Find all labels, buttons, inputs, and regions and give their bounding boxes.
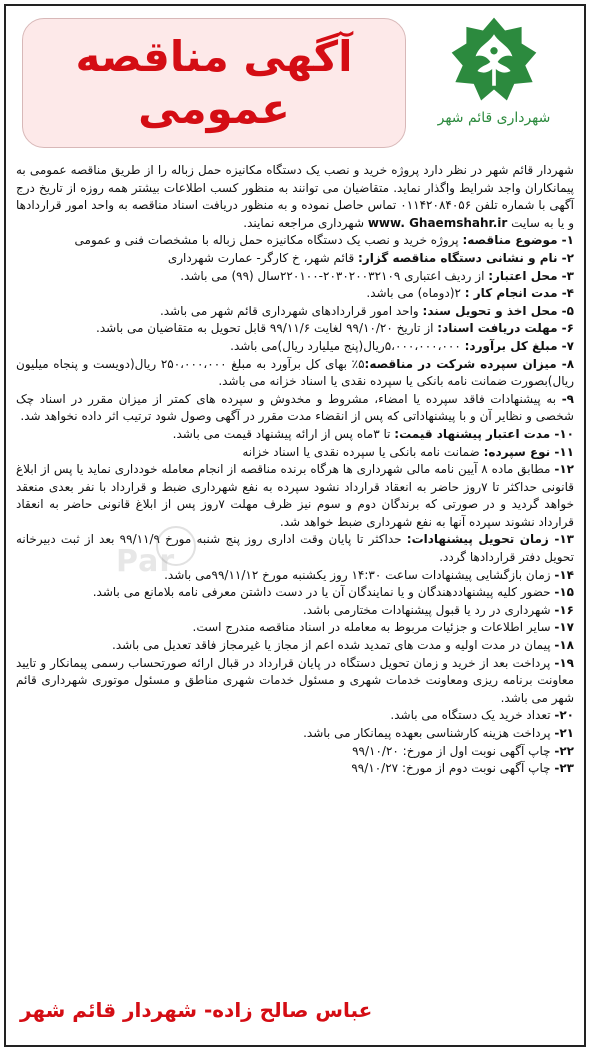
item-text: چاپ آگهی نوبت دوم از مورخ: ۹۹/۱۰/۲۷	[351, 761, 555, 776]
notice-item	[16, 584, 574, 602]
item-label: ۱۵-	[554, 585, 574, 600]
notice-sheet	[4, 4, 586, 1047]
item-label: ۳- محل اعتبار:	[488, 268, 574, 283]
notice-item	[16, 707, 574, 725]
item-text: ۲(دوماه) می باشد.	[366, 286, 465, 301]
item-text: از ردیف اعتباری ۲۰۳۰۲۰۰۳۲۱۰۹-۲۲۰۱۰۰سال (۹۹) می باشد.	[180, 268, 489, 283]
item-label: ۲۳-	[554, 761, 574, 776]
item-label: ۷- مبلغ کل برآورد:	[464, 338, 574, 353]
item-label: ۲۰-	[554, 708, 574, 723]
notice-items	[16, 232, 574, 777]
notice-item	[16, 602, 574, 620]
notice-item	[16, 461, 574, 531]
notice-item	[16, 285, 574, 303]
item-text: زمان بازگشایی پیشنهادات ساعت ۱۴:۳۰ روز یکشنبه مورخ ۹۹/۱۱/۱۲می باشد.	[164, 567, 555, 582]
item-label: ۲۱-	[554, 726, 574, 740]
item-text: از تاریخ ۹۹/۱۰/۲۰ لغایت ۹۹/۱۱/۶ قابل تحویل به متقاضیان می باشد.	[96, 321, 438, 336]
item-text: پرداخت بعد از خرید و زمان تحویل دستگاه در پایان قرارداد در قبال ارائه صورتحساب رسمی پیمانکار و تایید معاونت برنامه ریزی ومعاونت خدمات شهری و مسئول خدمات شهری مناطق و مسئول موتوری شهرداری قائم شهر می باشد.	[16, 655, 574, 705]
item-text: قائم شهر، خ کارگر- عمارت شهرداری	[167, 250, 358, 265]
notice-item	[16, 743, 574, 761]
notice-item	[16, 637, 574, 655]
faint-stamp-mark	[156, 526, 196, 566]
notice-item	[16, 567, 574, 585]
item-text: تعداد خرید یک دستگاه می باشد.	[390, 708, 555, 723]
item-text: مطابق ماده ۸ آیین نامه مالی شهرداری ها هرگاه برنده مناقصه از انجام معامله خودداری نماید یا پس از ابلاغ قانونی حداکثر تا ۷روز حاضر به انعقاد قرارداد نشود سپرده به نفع شهرداری ضبط و قرارداد با نفر بعدی منعقد خواهد گردید و در صورتی که برندگان دوم و سوم نیز ظرف مهلت ۷روز پس از ابلاغ قانونی حاضر به انعقاد قرارداد نشوند سپرده آنها به نفع شهرداری ضبط خواهد شد.	[16, 462, 575, 529]
item-label: ۱۷-	[554, 620, 574, 635]
signature: عباس صالح زاده- شهردار قائم شهر	[20, 998, 373, 1022]
item-text: تا ۳ماه پس از ارائه پیشنهاد قیمت می باشد.	[172, 426, 395, 441]
notice-item	[16, 725, 574, 743]
notice-item	[16, 531, 574, 566]
item-label: ۲۲-	[554, 743, 574, 758]
item-text: به پیشنهادات فاقد سپرده یا امضاء، مشروط و مخدوش و سپرده های کمتر از میزان مقرر در اسناد چک شخصی و نظایر آن و با پیشنهاداتی که پس از انقضاء مدت مقرر در آگهی وصول شود ترتیب اثر داده نخواهد شد.	[16, 391, 574, 424]
notice-item	[16, 232, 574, 250]
title-line-2: عمومی	[138, 84, 290, 133]
item-label: ۱- موضوع مناقصه:	[462, 233, 574, 248]
item-label: ۱۹-	[554, 655, 574, 670]
item-label: ۱۴-	[554, 567, 574, 582]
notice-item	[16, 320, 574, 338]
logo-emblem-icon	[448, 14, 540, 106]
notice-item	[16, 619, 574, 637]
watermark: Par	[116, 544, 176, 579]
item-label: ۵- محل اخذ و تحویل سند:	[422, 303, 574, 318]
item-text: ۵٪ بهای کل برآورد به مبلغ ۲۵۰،۰۰۰،۰۰۰ ریال(دویست و پنجاه میلیون ریال)بصورت ضمانت نامه بانکی یا سپرده نقدی یا اسناد خزانه می باشد.	[16, 356, 574, 389]
item-label: ۸- میزان سپرده شرکت در مناقصه:	[364, 356, 575, 371]
item-text: شهرداری در رد یا قبول پیشنهادات مختارمی باشد.	[302, 602, 555, 617]
item-text: حداکثر تا پایان وقت اداری روز پنج شنبه مورخ ۹۹/۱۱/۹ بعد از ثبت دبیرخانه تحویل دفتر قراردادها گردد.	[16, 532, 574, 565]
notice-item	[16, 338, 574, 356]
notice-item	[16, 303, 574, 321]
item-text: پیمان در مدت اولیه و مدت های تمدید شده اعم از مجاز یا غیرمجاز فاقد تعدیل می باشد.	[112, 638, 555, 653]
item-label: ۹-	[561, 391, 574, 406]
item-label: ۱۶-	[554, 602, 574, 617]
municipality-logo	[414, 14, 574, 148]
notice-item	[16, 760, 574, 778]
item-label: ۱۸-	[554, 638, 574, 653]
item-label: ۴- مدت انجام کار :	[464, 286, 574, 301]
notice-item	[16, 655, 574, 708]
notice-item	[16, 250, 574, 268]
notice-item	[16, 391, 574, 426]
item-label: ۱۰- مدت اعتبار پیشنهاد قیمت:	[394, 426, 574, 441]
notice-item	[16, 356, 574, 391]
item-text: حضور کلیه پیشنهاددهندگان و یا نمایندگان آن یا در دست داشتن معرفی نامه بلامانع می باشد.	[92, 585, 555, 600]
notice-item	[16, 426, 574, 444]
intro-text: شهردار قائم شهر در نظر دارد پروژه خرید و نصب یک دستگاه مکانیزه حمل زباله را از طریق مناقصه عمومی به پیمانکاران واجد شرایط واگذار نماید. متقاضیان می توانند به منظور کسب اطلاعات بیشتر همه روزه از تاریخ درج آگهی با شماره تلفن ۰۱۱۴۲۰۸۴۰۵۶ تماس حاصل نموده و به منظور دریافت اسناد مناقصه به واحد امور قراردادها و یا به سایت	[16, 163, 574, 230]
item-label: ۶- مهلت دریافت اسناد:	[437, 321, 574, 336]
item-text: واحد امور قراردادهای شهرداری قائم شهر می باشد.	[159, 303, 423, 318]
notice-item	[16, 444, 574, 462]
item-text: ۵،۰۰۰،۰۰۰،۰۰۰ریال(پنج میلیارد ریال)می باشد.	[230, 338, 465, 353]
item-text: ضمانت نامه بانکی یا سپرده نقدی یا اسناد خزانه	[242, 444, 484, 459]
item-text: پروژه خرید و نصب یک دستگاه مکانیزه حمل زباله با مشخصات فنی و عمومی	[74, 233, 463, 248]
notice-item	[16, 268, 574, 286]
item-text: پرداخت هزینه کارشناسی بعهده پیمانکار می باشد.	[303, 726, 555, 740]
item-label: ۱۲-	[554, 462, 574, 477]
website-link[interactable]: www. Ghaemshahr.ir	[367, 215, 508, 230]
logo-caption: شهرداری قائم شهر	[437, 110, 551, 126]
title-banner	[22, 18, 406, 148]
intro-paragraph	[16, 162, 574, 232]
notice-header	[6, 6, 584, 154]
intro-text-end: شهرداری مراجعه نمایند.	[243, 215, 365, 230]
item-label: ۱۳- زمان تحویل پیشنهادات:	[406, 532, 574, 547]
title-line-1: آگهی مناقصه	[75, 32, 353, 81]
item-text: چاپ آگهی نوبت اول از مورخ: ۹۹/۱۰/۲۰	[352, 743, 555, 758]
item-label: ۲- نام و نشانی دستگاه مناقصه گزار:	[358, 250, 574, 265]
item-label: ۱۱- نوع سپرده:	[483, 444, 574, 459]
notice-body	[16, 162, 574, 778]
item-text: سایر اطلاعات و جزئیات مربوط به معامله در اسناد مناقصه مندرج است.	[192, 620, 555, 635]
